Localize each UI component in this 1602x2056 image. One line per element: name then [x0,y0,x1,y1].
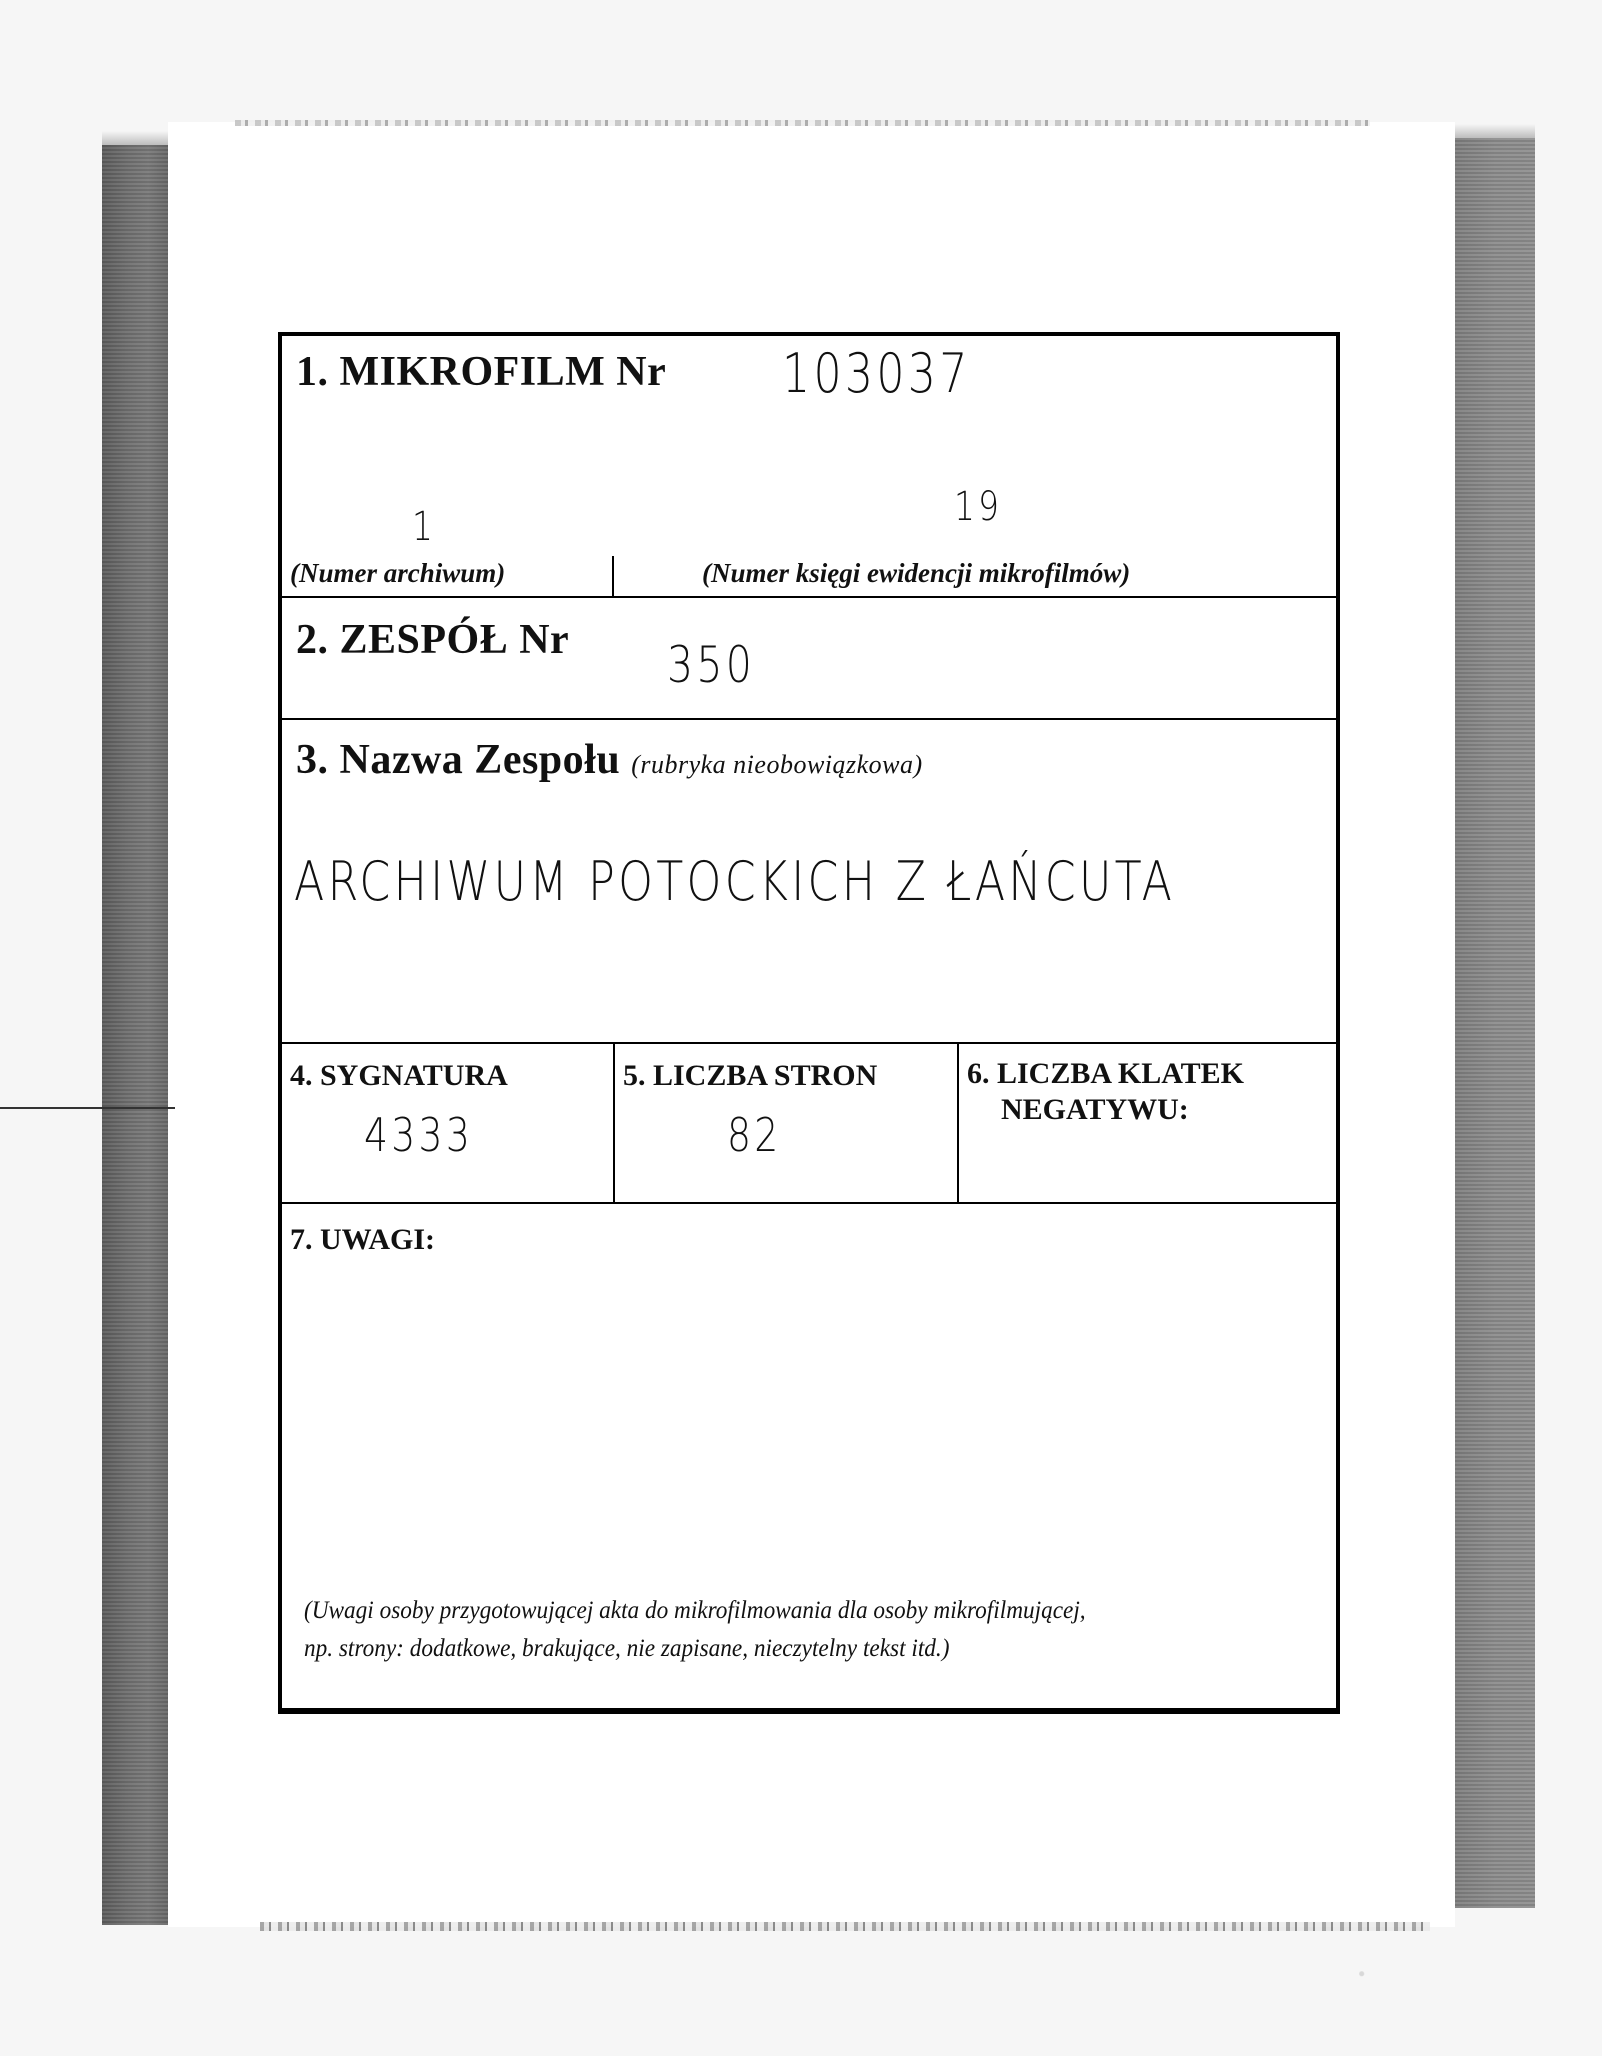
field-fonds-number [282,598,1336,720]
right-binder-strip [1455,138,1535,1908]
register-number-value: 19 [954,484,1003,530]
negative-frames-label-line2: NEGATYWU: [1001,1093,1189,1126]
left-binder-strip [102,145,168,1925]
sheet-bottom-edge [260,1922,1430,1931]
field-microfilm-number [282,336,1336,598]
signature-value: 4333 [364,1108,474,1162]
fonds-number-label: 2. ZESPÓŁ Nr [296,617,570,663]
field-negative-frames [959,1044,1336,1202]
field-group-signature-pages-frames [282,1044,1336,1204]
fonds-name-optional-note: (rubryka nieobowiązkowa) [631,750,923,779]
field-fonds-name [282,720,1336,1044]
sub-field-divider [612,556,614,598]
remarks-instructions: (Uwagi osoby przygotowującej akta do mikrofilmowania dla osoby mikrofilmującej, np. strony: dodatkowe, brakujące, nie zapisane, nieczytelny tekst itd.) [304,1597,1086,1662]
archive-number-label: (Numer archiwum) [290,558,506,588]
signature-label: 4. SYGNATURA [290,1059,508,1092]
page-count-label: 5. LICZBA STRON [623,1059,878,1092]
margin-tick-mark [0,1107,175,1109]
field-signature [282,1044,615,1202]
microfilm-number-label: 1. MIKROFILM Nr [296,349,667,395]
negative-frames-label-line1: 6. LICZBA KLATEK [967,1057,1245,1090]
page-count-value: 82 [727,1108,782,1162]
remarks-label: 7. UWAGI: [290,1223,436,1256]
sheet-top-edge [235,120,1370,126]
field-page-count [615,1044,959,1202]
register-number-label: (Numer księgi ewidencji mikrofilmów) [702,558,1131,588]
field-remarks [282,1204,1336,1708]
microfilm-form [278,332,1340,1714]
fonds-name-value: ARCHIWUM POTOCKICH Z ŁAŃCUTA [294,850,1176,913]
microfilm-number-value: 103037 [782,342,971,405]
archive-number-value: 1 [412,504,437,550]
fonds-name-label: 3. Nazwa Zespołu (rubryka nieobowiązkowa) [296,737,923,783]
fonds-number-value: 350 [667,636,756,694]
